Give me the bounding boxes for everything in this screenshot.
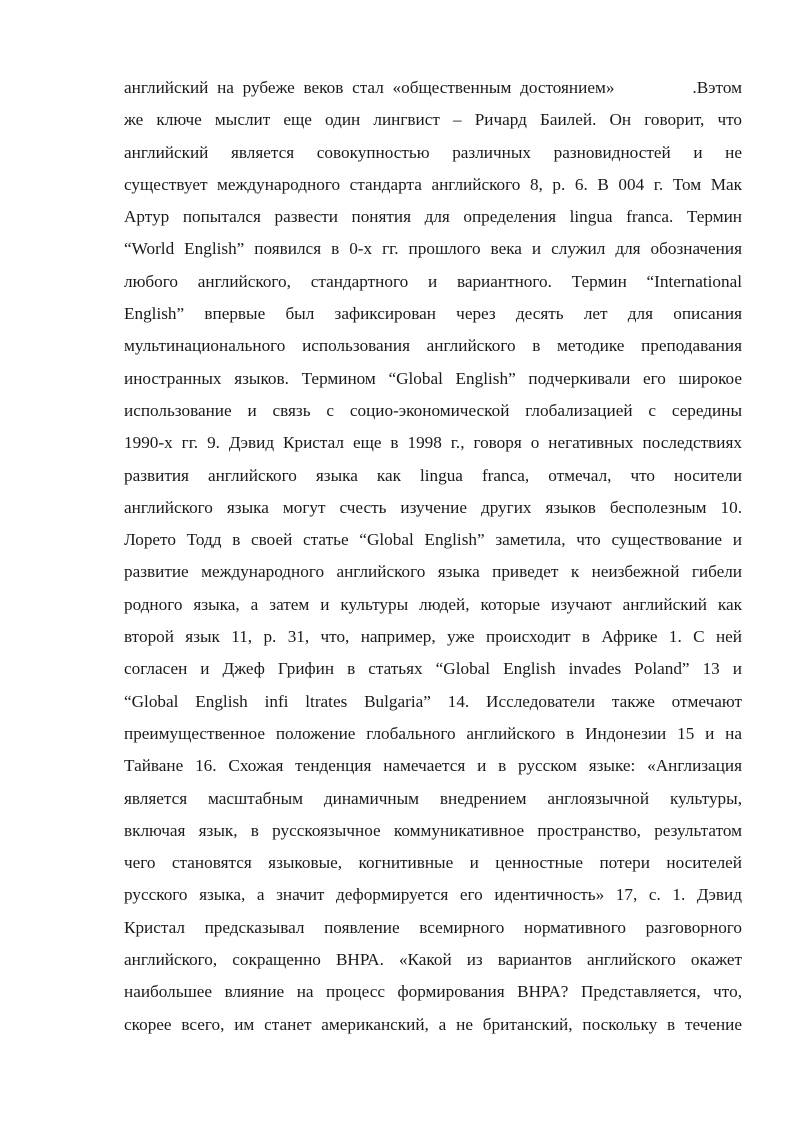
text-line: скорее всего, им станет американский, а не британский, поскольку в течение [124,1014,742,1034]
text-line: включая язык, в русскоязычное коммуникативное пространство, результатом [124,820,742,840]
text-line: мультинационального использования английского в методике преподавания [124,336,742,356]
text-line: Кристал предсказывал появление всемирного нормативного разговорного [124,917,742,937]
text-line [124,72,742,104]
text-line: согласен и Джеф Грифин в статьях “Global English invades Poland” 13 и [124,659,742,679]
text-line: 1990-х гг. 9. Дэвид Кристал еще в 1998 г., говоря о негативных последствиях [124,433,742,453]
text-line: использование и связь с социо-экономической глобализацией с середины [124,400,742,420]
text-line-end: .Вэтом [692,78,742,97]
text-line: наибольшее влияние на процесс формирования ВНРА? Представляется, что, [124,982,742,1002]
text-line: Артур попытался развести понятия для определения lingua franca. Термин [124,207,742,227]
text-line: иностранных языков. Термином “Global English” подчеркивали его широкое [124,368,742,388]
text-line: второй язык 11, р. 31, что, например, уже происходит в Африке 1. С ней [124,627,742,647]
text-line: любого английского, стандартного и вариантного. Термин “International [124,271,742,291]
text-line: же ключе мыслит еще один лингвист – Ричард Баилей. Он говорит, что [124,110,742,130]
text-line: “World English” появился в 0-х гг. прошлого века и служил для обозначения [124,239,742,259]
text-line: преимущественное положение глобального английского в Индонезии 15 и на [124,723,742,743]
text-line: русского языка, а значит деформируется его идентичность» 17, с. 1. Дэвид [124,885,742,905]
text-line: развития английского языка как lingua franca, отмечал, что носители [124,465,742,485]
text-line: существует международного стандарта английского 8, р. 6. В 004 г. Том Мак [124,174,742,194]
text-line: английский является совокупностью различных разновидностей и не [124,142,742,162]
text-line: английского языка могут счесть изучение других языков бесполезным 10. [124,497,742,517]
text-line: родного языка, а затем и культуры людей, которые изучают английский как [124,594,742,614]
text-line: English” впервые был зафиксирован через десять лет для описания [124,304,742,324]
text-line-start: английский на рубеже веков стал «общественным достоянием» [124,78,615,97]
text-line: Тайване 16. Схожая тенденция намечается и в русском языке: «Англизация [124,756,742,776]
text-line: развитие международного английского языка приведет к неизбежной гибели [124,562,742,582]
text-line: Лорето Тодд в своей статье “Global English” заметила, что существование и [124,530,742,550]
text-line: “Global English infi ltrates Bulgaria” 14. Исследователи также отмечают [124,691,742,711]
document-page [124,72,742,1041]
text-line: чего становятся языковые, когнитивные и ценностные потери носителей [124,853,742,873]
text-line: английского, сокращенно ВНРА. «Какой из вариантов английского окажет [124,950,742,970]
text-line: является масштабным динамичным внедрением англоязычной культуры, [124,788,742,808]
